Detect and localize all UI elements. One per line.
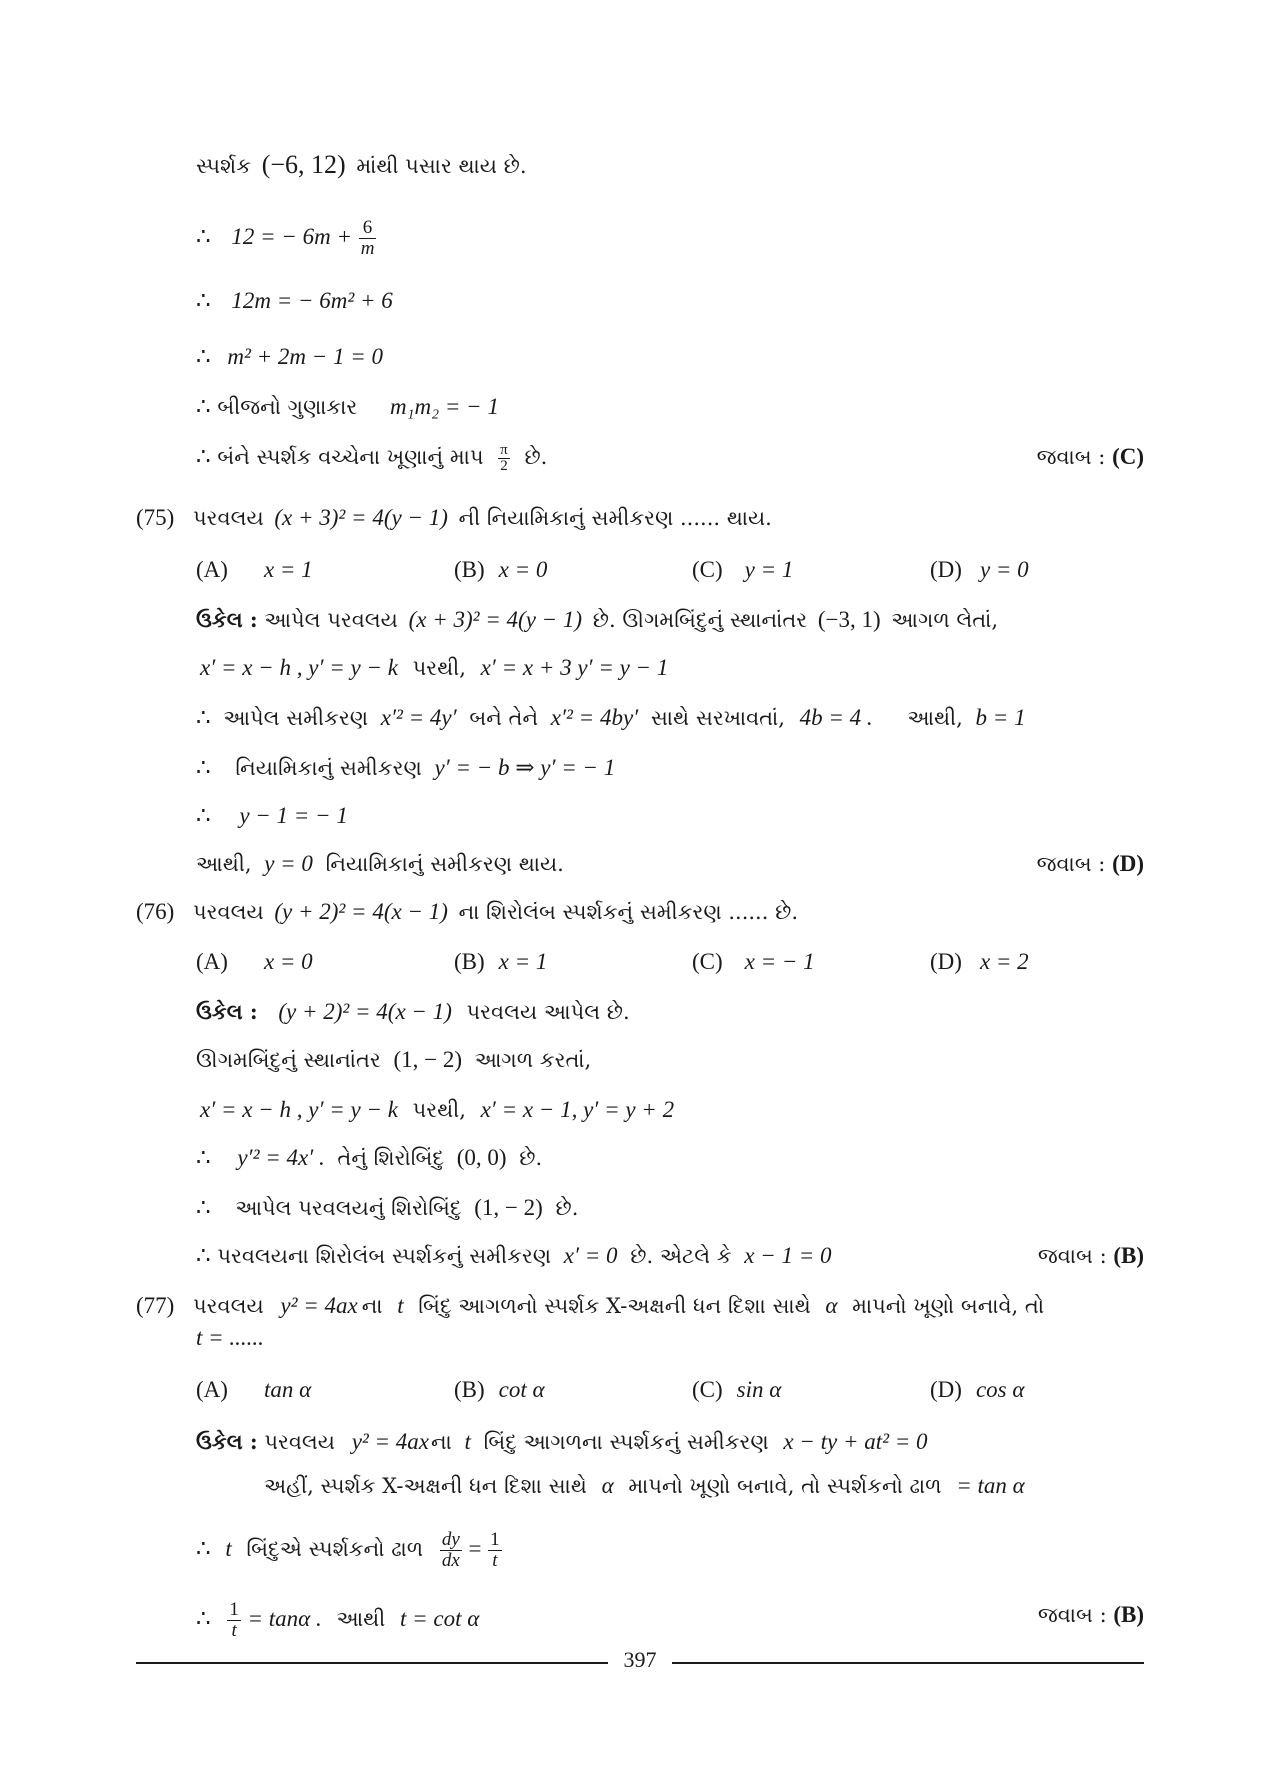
q76-solution-6: ∴ પરવલયના શિરોલંબ સ્પર્શકનું સમીકરણ x′ = 0 છે. એટલે કે x − 1 = 0 [196,1243,832,1268]
q75-solution-5: ∴ y − 1 = − 1 [196,803,348,828]
option-b: (B) x = 1 [454,949,548,974]
text: બીજનો ગુણાકાર [217,395,358,419]
option-d: (D) y = 0 [930,557,1029,582]
answer-label: જવાબ : (C) [1036,444,1144,469]
option-c: (C) y = 1 [692,557,794,582]
numerator: π [500,442,508,458]
denominator: 2 [500,458,508,474]
numerator: 6 [359,218,377,239]
option-b: (B) cot α [454,1377,545,1402]
text: ની નિયામિકાનું સમીકરણ ...... થાય. [458,506,772,530]
denominator: m [360,238,375,259]
q75-solution-2: x′ = x − h , y′ = y − k પરથી, x′ = x + 3 y′ = y − 1 [200,655,669,680]
solution-label: ઉકેલ : [196,607,258,632]
therefore-symbol: ∴ [196,444,211,469]
line-eq-3 [196,342,383,372]
text: પરવલય [193,506,264,530]
q75-solution-6: આથી, y = 0 નિયામિકાનું સમીકરણ થાય. [196,851,564,876]
math: 12 = − 6m + [231,224,352,249]
question-number: (75) [136,505,175,530]
option-a: (A) tan α [196,1377,312,1402]
line-eq-1 [196,218,376,259]
text: બંને સ્પર્શક વચ્ચેના ખૂણાનું માપ [217,445,484,469]
math: (x + 3)² = 4(y − 1) [274,505,448,530]
option-b: (B) x = 0 [454,557,548,582]
option-a: (A) x = 1 [196,557,313,582]
therefore-symbol: ∴ [196,224,211,249]
q77-solution-1: ઉકેલ : પરવલય y² = 4axના t બિંદુ આગળના સ્પર્શકનું સમીકરણ x − ty + at² = 0 [196,1429,928,1454]
therefore-symbol: ∴ [196,344,211,369]
text: સ્પર્શક [196,154,252,178]
q76-solution-5: ∴ આપેલ પરવલયનું શિરોબિંદુ (1, − 2) છે. [196,1195,579,1220]
math: m₁m₂ = − 1 [389,394,499,419]
q75-solution-1: ઉકેલ : આપેલ પરવલય (x + 3)² = 4(y − 1) છે. ઊગમબિંદુનું સ્થાનાંતર (−3, 1) આગળ લેતાં, [196,607,999,632]
question-77: (77) પરવલય y² = 4ax ના t બિંદુ આગળનો સ્પર્શક X-અક્ષની ધન દિશા સાથે α માપનો ખૂણો બનાવે, તો [136,1293,1045,1318]
q76-solution-1: ઉકેલ : (y + 2)² = 4(x − 1) પરવલય આપેલ છે. [196,999,630,1024]
option-d: (D) cos α [930,1377,1025,1402]
fraction [359,218,377,259]
question-number: (76) [136,899,175,924]
math: m² + 2m − 1 = 0 [227,344,384,369]
q76-solution-3: x′ = x − h , y′ = y − k પરથી, x′ = x − 1, y′ = y + 2 [200,1097,675,1122]
q77-solution-3: ∴ t બિંદુએ સ્પર્શકનો ઢાળ $\frac{dy}{dx}$ = $\frac{1}{t}$ [196,1529,500,1571]
option-c: (C) sin α [692,1377,782,1402]
option-d: (D) x = 2 [930,949,1029,974]
therefore-symbol: ∴ [196,394,211,419]
line-angle [196,442,547,474]
text: છે. [524,445,548,469]
line-tangent-passes [196,150,527,181]
footer-rule-right [672,1662,1144,1664]
question-77-line2: t = ...... [196,1325,264,1350]
q75-solution-4: ∴ નિયામિકાનું સમીકરણ y′ = − b ⇒ y′ = − 1 [196,755,616,780]
answer-label: જવાબ : (B) [1037,1602,1144,1627]
q77-solution-4: ∴ $\frac{1}{t}$ = tanα . આથી t = cot α [196,1599,480,1641]
fraction: $\frac{1}{t}$ [229,1599,239,1641]
q77-solution-2: અહીં, સ્પર્શક X-અક્ષની ધન દિશા સાથે α માપનો ખૂણો બનાવે, તો સ્પર્શકનો ઢાળ = tan α [264,1473,1025,1498]
answer-label: જવાબ : (B) [1037,1243,1144,1268]
page-number: 397 [623,1647,657,1672]
q76-solution-4: ∴ y′² = 4x′ . તેનું શિરોબિંદુ (0, 0) છે. [196,1145,543,1170]
line-eq-2 [196,286,393,316]
fraction [498,443,510,474]
line-product-roots [196,392,499,422]
therefore-symbol: ∴ [196,288,211,313]
question-75 [136,503,772,533]
footer-rule-left [136,1662,608,1664]
answer-label: જવાબ : (D) [1036,851,1144,876]
option-a: (A) x = 0 [196,949,313,974]
fraction: $\frac{1}{t}$ [490,1529,500,1571]
fraction: $\frac{dy}{dx}$ [441,1529,460,1571]
option-c: (C) x = − 1 [692,949,815,974]
math: 12m = − 6m² + 6 [231,288,393,313]
math: (−6, 12) [261,150,346,179]
q75-solution-3: ∴ આપેલ સમીકરણ x′² = 4y′ બને તેને x′² = 4by′ સાથે સરખાવતાં, 4b = 4 . આથી, b = 1 [196,705,1026,730]
text: માંથી પસાર થાય છે. [356,154,527,178]
question-76: (76) પરવલય (y + 2)² = 4(x − 1) ના શિરોલંબ સ્પર્શકનું સમીકરણ ...... છે. [136,899,798,924]
q76-solution-2: ઊગમબિંદુનું સ્થાનાંતર (1, − 2) આગળ કરતાં, [196,1047,592,1072]
